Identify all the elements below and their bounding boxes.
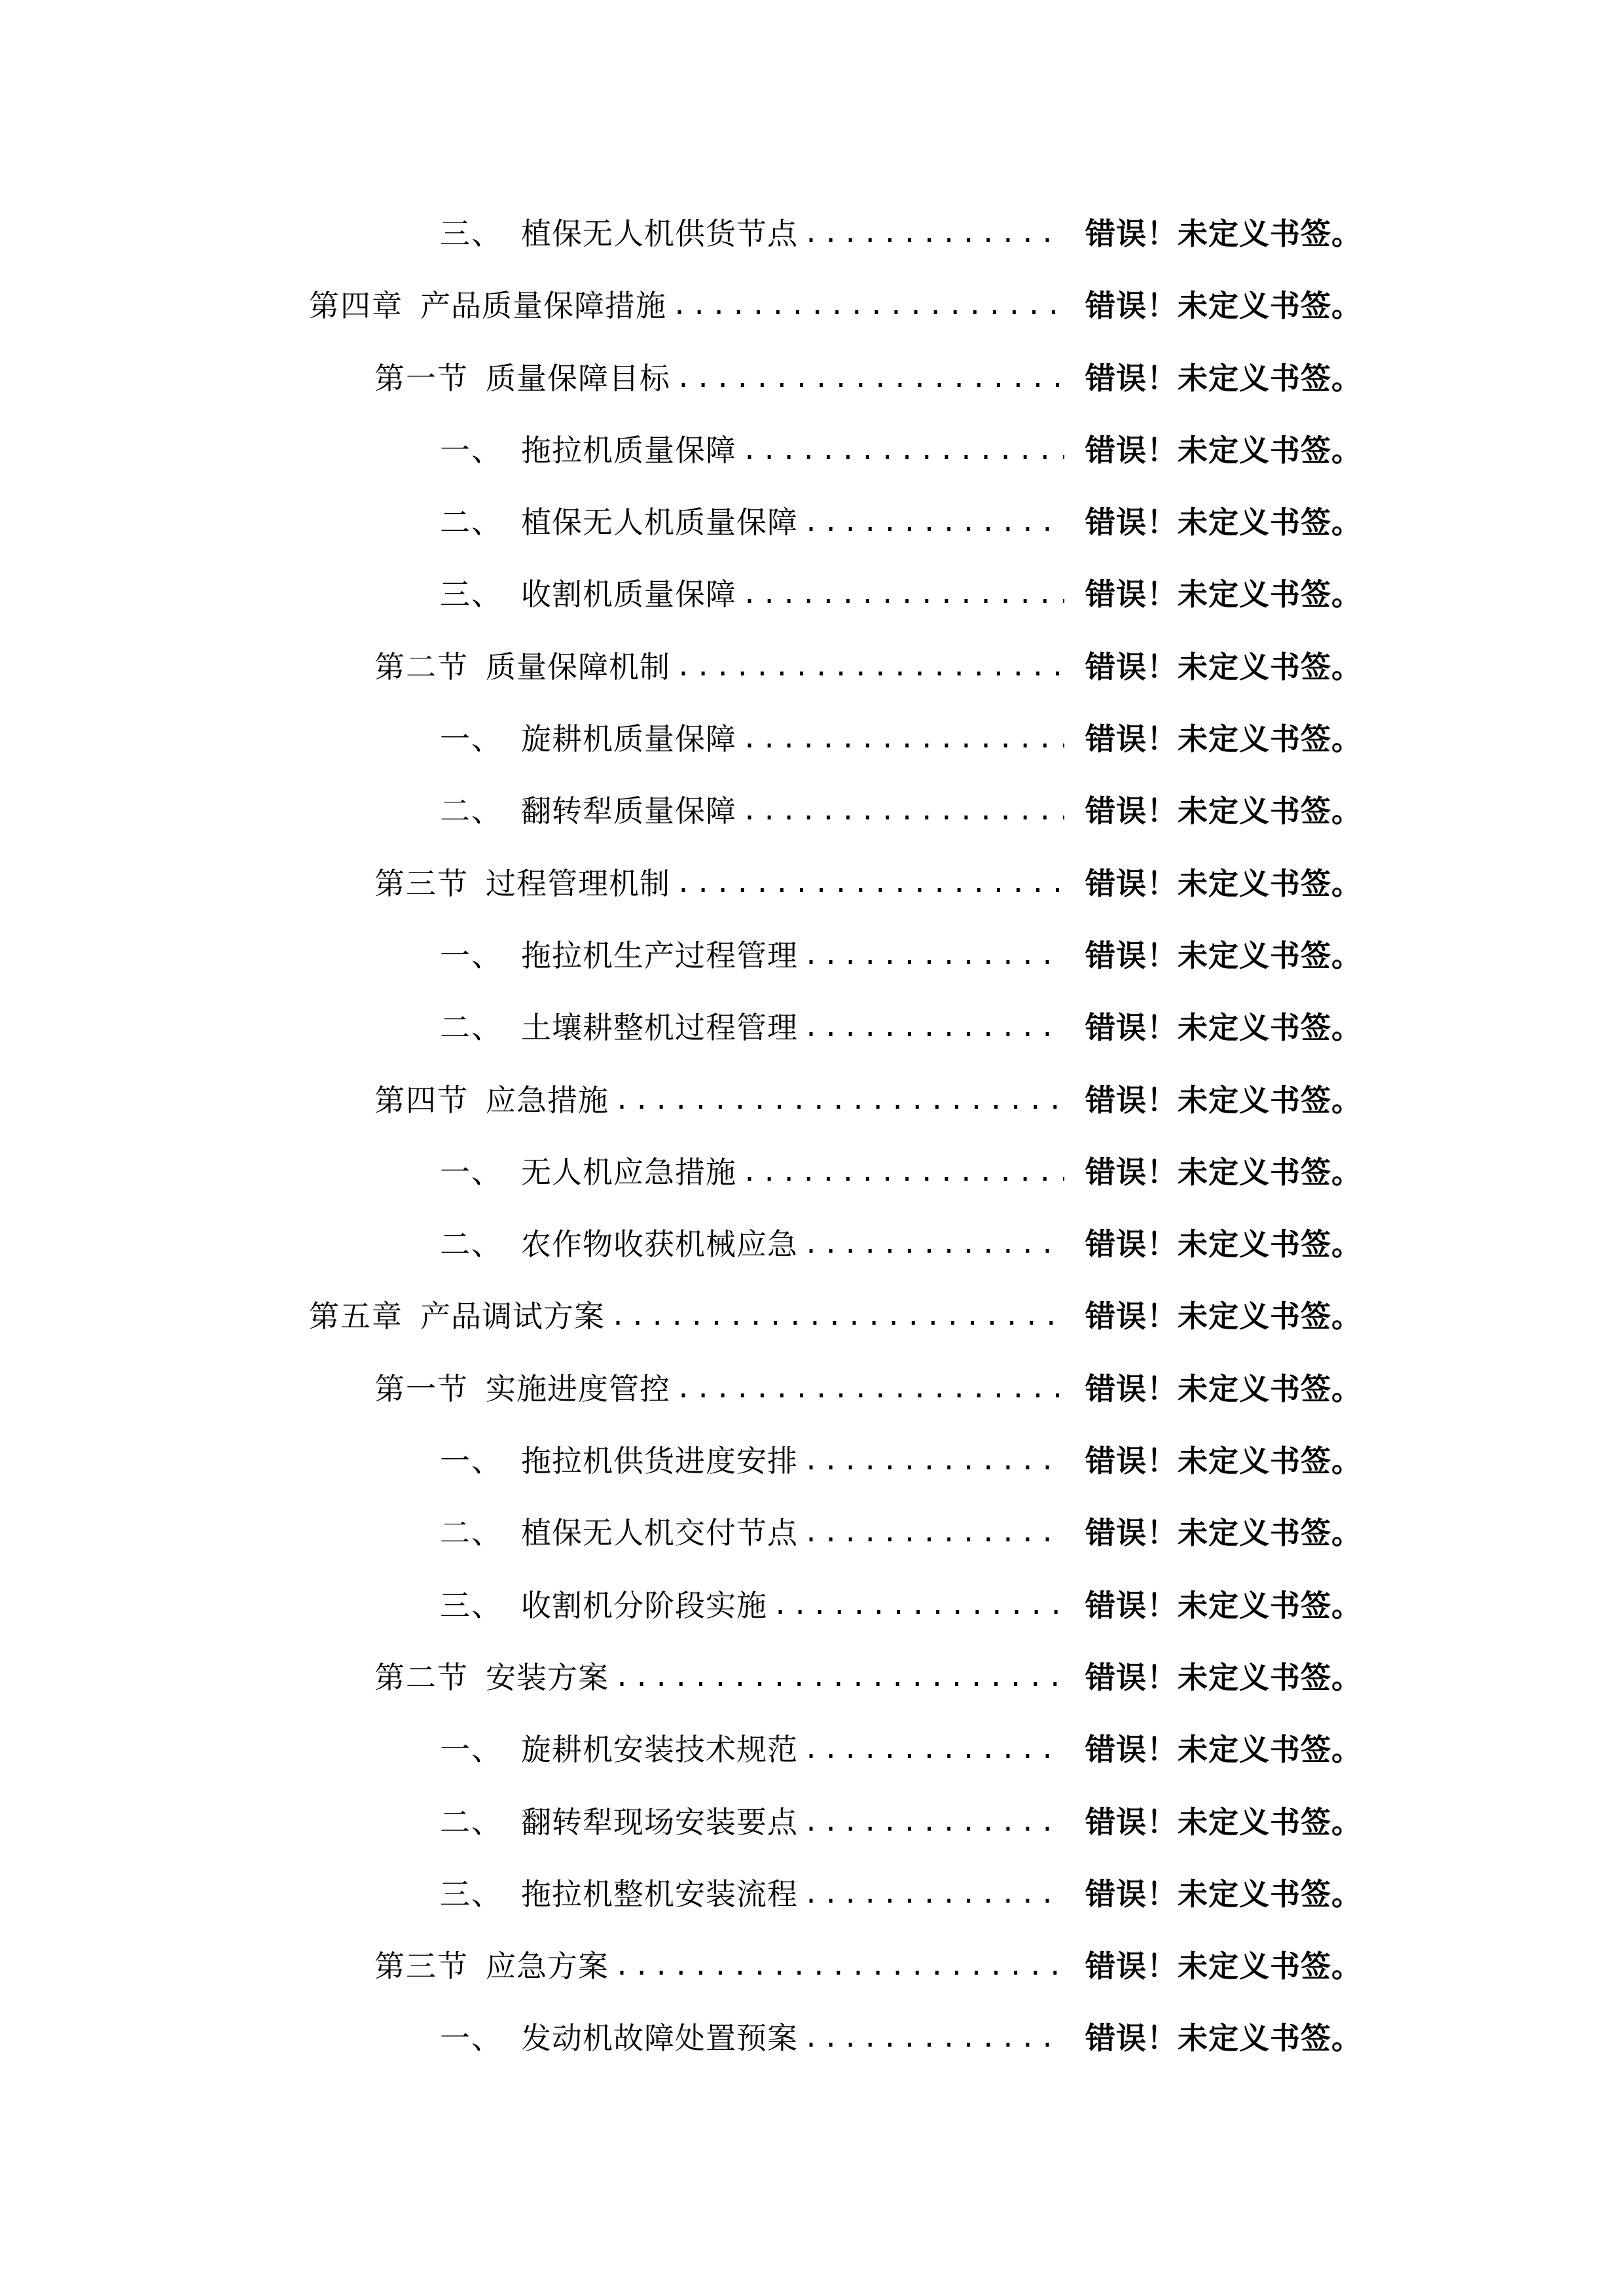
toc-entry-page-ref: 错误！未定义书签。 xyxy=(1085,1515,1362,1551)
toc-entry-title: 收割机分阶段实施 xyxy=(521,1587,767,1623)
toc-entry-page-ref: 错误！未定义书签。 xyxy=(1085,1154,1362,1190)
dot-leader xyxy=(803,1799,1064,1845)
toc-entry-title: 产品质量保障措施 xyxy=(420,288,666,324)
toc-entry-number: 第三节 xyxy=(374,1948,469,1984)
toc-entry-page-ref: 错误！未定义书签。 xyxy=(1085,1299,1362,1335)
toc-entry-number: 二、 xyxy=(440,1010,503,1046)
dot-leader xyxy=(676,644,1064,690)
toc-entry-title: 应急措施 xyxy=(486,1082,609,1118)
toc-entry-number: 三、 xyxy=(440,216,503,251)
toc-entry[interactable] xyxy=(0,1425,1624,1497)
toc-entry-number: 第一节 xyxy=(374,360,469,396)
toc-entry-number: 一、 xyxy=(440,1732,503,1768)
toc-entry-title: 旋耕机质量保障 xyxy=(521,721,736,757)
toc-entry[interactable] xyxy=(0,920,1624,992)
dot-leader xyxy=(742,716,1064,762)
toc-entry[interactable] xyxy=(0,1641,1624,1713)
toc-entry-number: 三、 xyxy=(440,1876,503,1912)
toc-entry-number: 二、 xyxy=(440,1804,503,1840)
toc-entry-page-ref: 错误！未定义书签。 xyxy=(1085,577,1362,613)
toc-entry[interactable] xyxy=(0,2002,1624,2074)
toc-entry-page-ref: 错误！未定义书签。 xyxy=(1085,505,1362,541)
dot-leader xyxy=(676,355,1064,401)
toc-entry-page-ref: 错误！未定义书签。 xyxy=(1085,360,1362,396)
toc-entry-number: 第一节 xyxy=(374,1371,469,1407)
toc-entry-number: 第二节 xyxy=(374,1659,469,1695)
toc-entry[interactable] xyxy=(0,1713,1624,1785)
toc-entry-page-ref: 错误！未定义书签。 xyxy=(1085,649,1362,685)
toc-entry-number: 第四节 xyxy=(374,1082,469,1118)
dot-leader xyxy=(672,283,1064,329)
dot-leader xyxy=(803,1005,1064,1050)
toc-entry[interactable] xyxy=(0,1064,1624,1136)
toc-entry-page-ref: 错误！未定义书签。 xyxy=(1085,1371,1362,1407)
toc-entry-number: 第二节 xyxy=(374,649,469,685)
dot-leader xyxy=(742,1149,1064,1195)
toc-entry-number: 二、 xyxy=(440,793,503,829)
toc-entry[interactable] xyxy=(0,270,1624,342)
toc-entry[interactable] xyxy=(0,848,1624,920)
dot-leader xyxy=(772,1583,1064,1628)
toc-entry[interactable] xyxy=(0,1786,1624,1858)
toc-entry[interactable] xyxy=(0,558,1624,630)
toc-entry-title: 拖拉机供货进度安排 xyxy=(521,1443,798,1479)
toc-entry-page-ref: 错误！未定义书签。 xyxy=(1085,721,1362,757)
toc-entry-number: 三、 xyxy=(440,577,503,613)
dot-leader xyxy=(803,1871,1064,1917)
toc-entry-number: 一、 xyxy=(440,432,503,468)
toc-entry-page-ref: 错误！未定义书签。 xyxy=(1085,1587,1362,1623)
toc-entry[interactable] xyxy=(0,631,1624,703)
toc-entry[interactable] xyxy=(0,342,1624,414)
toc-entry-title: 翻转犁质量保障 xyxy=(521,793,736,829)
toc-entry[interactable] xyxy=(0,1353,1624,1425)
dot-leader xyxy=(614,1943,1064,1989)
dot-leader xyxy=(742,427,1064,473)
toc-entry[interactable] xyxy=(0,1570,1624,1641)
toc-entry-number: 二、 xyxy=(440,1515,503,1551)
toc-entry-page-ref: 错误！未定义书签。 xyxy=(1085,1443,1362,1479)
toc-entry-title: 质量保障机制 xyxy=(486,649,670,685)
toc-entry-page-ref: 错误！未定义书签。 xyxy=(1085,1948,1362,1984)
dot-leader xyxy=(742,788,1064,834)
toc-entry-title: 无人机应急措施 xyxy=(521,1154,736,1190)
dot-leader xyxy=(803,1221,1064,1267)
toc-entry-number: 一、 xyxy=(440,1443,503,1479)
dot-leader xyxy=(610,1293,1064,1339)
toc-entry-page-ref: 错误！未定义书签。 xyxy=(1085,288,1362,324)
toc-entry-number: 第五章 xyxy=(309,1299,403,1335)
dot-leader xyxy=(803,1727,1064,1772)
toc-entry[interactable] xyxy=(0,1930,1624,2002)
dot-leader xyxy=(803,211,1064,257)
toc-entry[interactable] xyxy=(0,992,1624,1064)
toc-entry-title: 农作物收获机械应急 xyxy=(521,1227,798,1263)
toc-entry-page-ref: 错误！未定义书签。 xyxy=(1085,1010,1362,1046)
dot-leader xyxy=(676,1366,1064,1412)
toc-entry-number: 一、 xyxy=(440,2020,503,2056)
toc-entry-title: 应急方案 xyxy=(486,1948,609,1984)
toc-entry-title: 拖拉机质量保障 xyxy=(521,432,736,468)
toc-entry-title: 土壤耕整机过程管理 xyxy=(521,1010,798,1046)
toc-entry[interactable] xyxy=(0,1497,1624,1569)
toc-entry-title: 质量保障目标 xyxy=(486,360,670,396)
toc-entry-number: 第四章 xyxy=(309,288,403,324)
toc-entry-title: 翻转犁现场安装要点 xyxy=(521,1804,798,1840)
toc-entry-number: 一、 xyxy=(440,937,503,973)
dot-leader xyxy=(803,2015,1064,2061)
dot-leader xyxy=(803,499,1064,545)
toc-entry-page-ref: 错误！未定义书签。 xyxy=(1085,1227,1362,1263)
toc-entry-title: 发动机故障处置预案 xyxy=(521,2020,798,2056)
toc-entry-page-ref: 错误！未定义书签。 xyxy=(1085,1876,1362,1912)
toc-entry-number: 一、 xyxy=(440,721,503,757)
dot-leader xyxy=(803,1438,1064,1484)
toc-entry-title: 收割机质量保障 xyxy=(521,577,736,613)
toc-entry-title: 实施进度管控 xyxy=(486,1371,670,1407)
toc-entry-page-ref: 错误！未定义书签。 xyxy=(1085,2020,1362,2056)
toc-entry-page-ref: 错误！未定义书签。 xyxy=(1085,1804,1362,1840)
toc-entry[interactable] xyxy=(0,1280,1624,1352)
toc-entry-page-ref: 错误！未定义书签。 xyxy=(1085,937,1362,973)
toc-entry-title: 植保无人机交付节点 xyxy=(521,1515,798,1551)
toc-entry-title: 植保无人机质量保障 xyxy=(521,505,798,541)
toc-entry[interactable] xyxy=(0,1136,1624,1208)
dot-leader xyxy=(614,1655,1064,1700)
toc-entry-title: 植保无人机供货节点 xyxy=(521,216,798,251)
toc-entry-page-ref: 错误！未定义书签。 xyxy=(1085,793,1362,829)
toc-entry-page-ref: 错误！未定义书签。 xyxy=(1085,1082,1362,1118)
toc-entry[interactable] xyxy=(0,198,1624,270)
toc-entry[interactable] xyxy=(0,703,1624,775)
toc-entry-title: 拖拉机生产过程管理 xyxy=(521,937,798,973)
toc-entry-title: 过程管理机制 xyxy=(486,865,670,901)
toc-entry-page-ref: 错误！未定义书签。 xyxy=(1085,1659,1362,1695)
toc-entry-page-ref: 错误！未定义书签。 xyxy=(1085,432,1362,468)
toc-entry-page-ref: 错误！未定义书签。 xyxy=(1085,1732,1362,1768)
dot-leader xyxy=(676,861,1064,906)
toc-entry-number: 一、 xyxy=(440,1154,503,1190)
toc-entry[interactable] xyxy=(0,486,1624,558)
dot-leader xyxy=(803,933,1064,978)
toc-entry[interactable] xyxy=(0,775,1624,847)
toc-entry-number: 三、 xyxy=(440,1587,503,1623)
toc-entry-number: 二、 xyxy=(440,505,503,541)
dot-leader xyxy=(742,571,1064,617)
toc-entry-title: 产品调试方案 xyxy=(420,1299,605,1335)
dot-leader xyxy=(614,1077,1064,1123)
dot-leader xyxy=(803,1510,1064,1556)
toc-entry-page-ref: 错误！未定义书签。 xyxy=(1085,216,1362,251)
toc-entry-title: 安装方案 xyxy=(486,1659,609,1695)
toc-entry[interactable] xyxy=(0,1858,1624,1930)
toc-entry-title: 旋耕机安装技术规范 xyxy=(521,1732,798,1768)
toc-entry-number: 第三节 xyxy=(374,865,469,901)
toc-entry[interactable] xyxy=(0,414,1624,486)
toc-entry-title: 拖拉机整机安装流程 xyxy=(521,1876,798,1912)
table-of-contents xyxy=(0,198,1624,2075)
toc-entry[interactable] xyxy=(0,1208,1624,1280)
toc-entry-number: 二、 xyxy=(440,1227,503,1263)
toc-entry-page-ref: 错误！未定义书签。 xyxy=(1085,865,1362,901)
